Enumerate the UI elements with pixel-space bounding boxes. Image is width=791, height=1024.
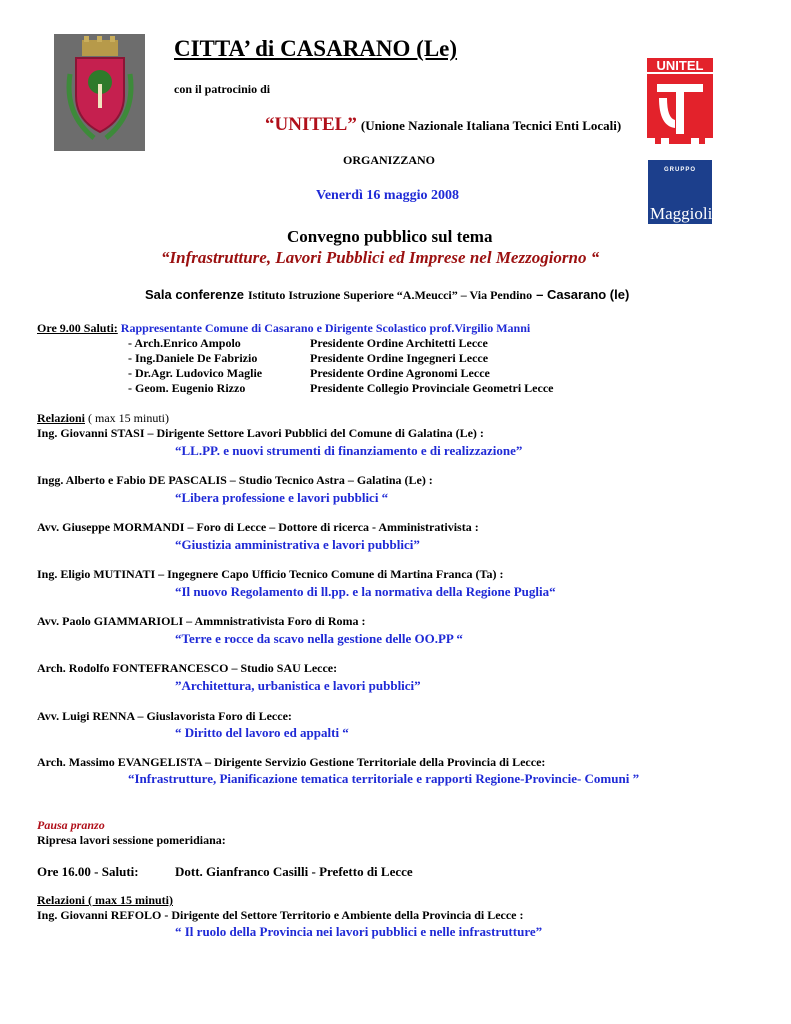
talk-speaker: Avv. Luigi RENNA – Giuslavorista Foro di Lecce:	[37, 709, 292, 723]
pausa-pranzo: Pausa pranzo	[37, 818, 105, 832]
relazioni-label: Relazioni	[37, 411, 85, 425]
unitel-logo-text: UNITEL	[656, 58, 704, 73]
saluti-label: Ore 9.00 Saluti:	[37, 321, 118, 335]
convegno-theme: “Infrastrutture, Lavori Pubblici ed Imprese nel Mezzogiorno “	[161, 248, 600, 267]
talk-speaker: Avv. Paolo GIAMMARIOLI – Ammnistrativista Foro di Roma :	[37, 614, 366, 628]
saluti-line	[37, 321, 530, 336]
venue-label: Sala conferenze	[145, 287, 244, 302]
relazioni-note: ( max 15 minuti)	[85, 411, 169, 425]
talk-speaker: Ing. Giovanni STASI – Dirigente Settore Lavori Pubblici del Comune di Galatina (Le) :	[37, 426, 484, 440]
talk-title: “Terre e rocce da scavo nella gestione delle OO.PP “	[175, 631, 463, 646]
talk-title: “Giustizia amministrativa e lavori pubblici”	[175, 537, 420, 552]
talk-title: “ Diritto del lavoro ed appalti “	[175, 725, 349, 740]
venue-city: – Casarano (le)	[536, 287, 630, 302]
unitel-logo	[645, 52, 715, 147]
saluti-item: - Arch.Enrico Ampolo Presidente Ordine Architetti Lecce	[128, 336, 488, 350]
maggioli-name: Maggioli	[650, 204, 713, 223]
patrocinio-text: con il patrocinio di	[174, 82, 271, 96]
talk-title: “Il nuovo Regolamento di ll.pp. e la normativa della Regione Puglia“	[175, 584, 556, 599]
saluti-first: Rappresentante Comune di Casarano e Dirigente Scolastico prof.Virgilio Manni	[120, 321, 531, 335]
pomeriggio-saluti-label: Ore 16.00 - Saluti:	[37, 864, 139, 879]
organizzano-text: ORGANIZZANO	[343, 153, 436, 167]
saluti-item: - Dr.Agr. Ludovico Maglie Presidente Ordine Agronomi Lecce	[128, 366, 490, 380]
saluti-item: - Ing.Daniele De Fabrizio Presidente Ordine Ingegneri Lecce	[128, 351, 489, 365]
convegno-heading: Convegno pubblico sul tema	[287, 227, 493, 246]
pomeriggio-relazioni-heading: Relazioni ( max 15 minuti)	[37, 893, 173, 907]
talk-title: “Infrastrutture, Pianificazione tematica territoriale e rapporti Regione-Provincie- Comuni ”	[128, 771, 640, 786]
city-crest-logo	[54, 34, 145, 151]
maggioli-gruppo-text: GRUPPO	[663, 167, 696, 173]
page-title: CITTA’ di CASARANO (Le)	[174, 36, 458, 61]
venue-line	[145, 286, 629, 304]
talk-speaker: Avv. Giuseppe MORMANDI – Foro di Lecce – Dottore di ricerca - Amministrativista :	[37, 520, 479, 534]
relazioni-heading	[37, 411, 169, 426]
talk-speaker: Ingg. Alberto e Fabio DE PASCALIS – Studio Tecnico Astra – Galatina (Le) :	[37, 473, 433, 487]
talk-title: “Libera professione e lavori pubblici “	[175, 490, 389, 505]
event-date: Venerdì 16 maggio 2008	[316, 188, 459, 203]
saluti-list	[128, 336, 553, 396]
saluti-item: - Geom. Eugenio Rizzo Presidente Collegio Provinciale Geometri Lecce	[128, 381, 554, 395]
talk-speaker: Ing. Giovanni REFOLO - Dirigente del Settore Territorio e Ambiente della Provincia di Lecce :	[37, 908, 524, 922]
venue-institute: Istituto Istruzione Superiore “A.Meucci” – Via Pendino	[248, 288, 533, 302]
unitel-fullname: (Unione Nazionale Italiana Tecnici Enti Locali)	[360, 118, 622, 133]
unitel-line	[265, 114, 621, 136]
pomeriggio-saluti	[37, 864, 413, 880]
pomeriggio-saluti-text: Dott. Gianfranco Casilli - Prefetto di Lecce	[175, 864, 413, 879]
maggioli-logo	[648, 160, 712, 224]
ripresa-text: Ripresa lavori sessione pomeridiana:	[37, 833, 226, 847]
talk-title: “LL.PP. e nuovi strumenti di finanziamento e di realizzazione”	[175, 443, 523, 458]
talk-speaker: Arch. Massimo EVANGELISTA – Dirigente Servizio Gestione Territoriale della Provincia di Lecce:	[37, 755, 546, 769]
talk-title: ”Architettura, urbanistica e lavori pubblici”	[175, 678, 421, 693]
talk-speaker: Ing. Eligio MUTINATI – Ingegnere Capo Ufficio Tecnico Comune di Martina Franca (Ta) :	[37, 567, 504, 581]
unitel-name: “UNITEL”	[265, 114, 357, 135]
talk-title: “ Il ruolo della Provincia nei lavori pubblici e nelle infrastrutture”	[175, 924, 543, 939]
talk-speaker: Arch. Rodolfo FONTEFRANCESCO – Studio SAU Lecce:	[37, 661, 338, 675]
